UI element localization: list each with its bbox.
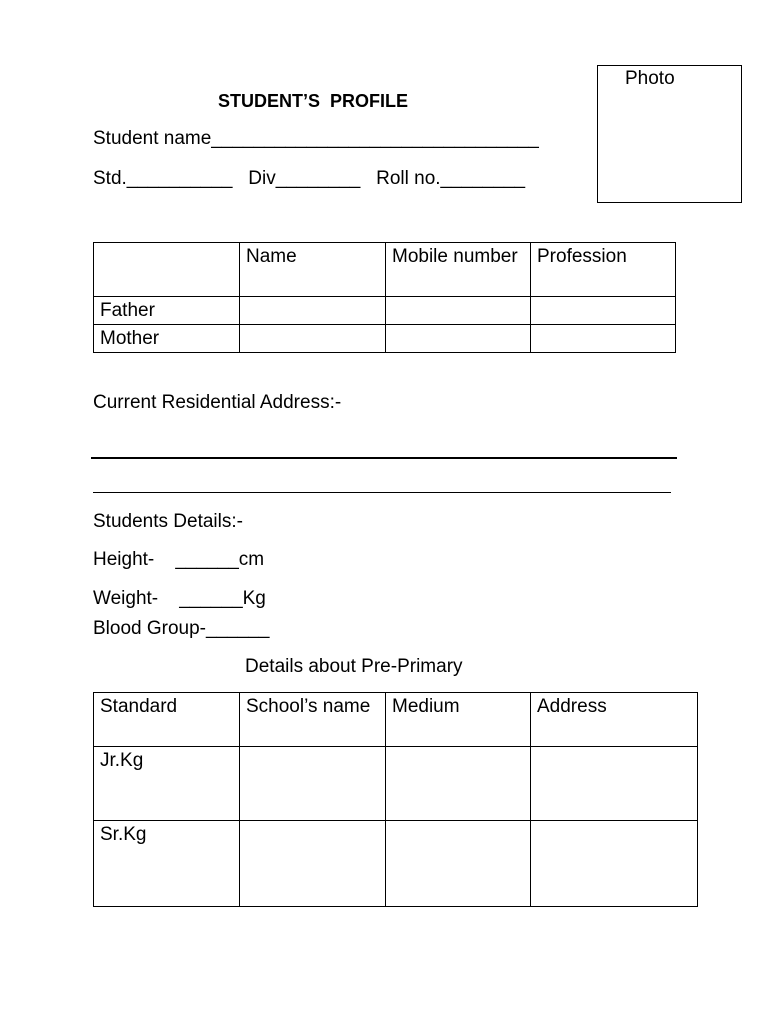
table-header-cell: Medium <box>386 693 531 747</box>
table-header-cell <box>94 243 240 297</box>
row-label: Sr.Kg <box>94 821 240 907</box>
student-name-field[interactable]: Student name_______________________________ <box>93 128 539 149</box>
pre-primary-title: Details about Pre-Primary <box>245 656 463 677</box>
table-cell[interactable] <box>386 297 531 325</box>
table-cell[interactable] <box>240 325 386 353</box>
std-div-roll-field[interactable]: Std.__________ Div________ Roll no.________ <box>93 168 526 189</box>
parents-table <box>93 242 676 353</box>
photo-box[interactable] <box>597 65 742 203</box>
row-label: Jr.Kg <box>94 747 240 821</box>
height-field[interactable]: Height- ______cm <box>93 549 265 570</box>
table-header-cell: Profession <box>531 243 676 297</box>
table-row <box>94 325 676 353</box>
table-cell[interactable] <box>386 325 531 353</box>
table-cell[interactable] <box>531 747 698 821</box>
table-header-cell: School’s name <box>240 693 386 747</box>
students-details-label: Students Details:- <box>93 511 243 532</box>
table-row <box>94 821 698 907</box>
table-cell[interactable] <box>240 297 386 325</box>
table-row <box>94 297 676 325</box>
address-line-2[interactable] <box>93 492 671 493</box>
table-header-cell: Address <box>531 693 698 747</box>
address-line-1[interactable] <box>91 457 677 459</box>
table-row <box>94 747 698 821</box>
table-header-cell: Mobile number <box>386 243 531 297</box>
table-header-cell: Standard <box>94 693 240 747</box>
table-cell[interactable] <box>386 821 531 907</box>
blood-group-field[interactable]: Blood Group-______ <box>93 618 270 639</box>
pre-primary-table <box>93 692 698 907</box>
table-header-row <box>94 243 676 297</box>
page-title: STUDENT’S PROFILE <box>218 91 409 111</box>
row-label: Father <box>94 297 240 325</box>
table-cell[interactable] <box>240 821 386 907</box>
photo-label: Photo <box>625 68 675 89</box>
table-cell[interactable] <box>531 297 676 325</box>
weight-field[interactable]: Weight- ______Kg <box>93 588 266 609</box>
table-header-row <box>94 693 698 747</box>
table-cell[interactable] <box>240 747 386 821</box>
table-cell[interactable] <box>386 747 531 821</box>
address-label: Current Residential Address:- <box>93 392 342 413</box>
table-cell[interactable] <box>531 821 698 907</box>
row-label: Mother <box>94 325 240 353</box>
table-cell[interactable] <box>531 325 676 353</box>
table-header-cell: Name <box>240 243 386 297</box>
